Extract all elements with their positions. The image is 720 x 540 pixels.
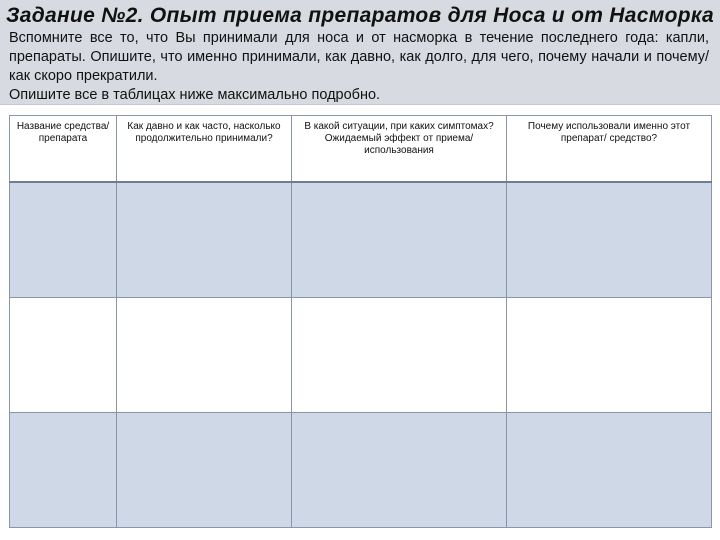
answer-table xyxy=(9,115,712,528)
answer-table-wrapper xyxy=(9,115,711,525)
instructions-paragraph-1: Вспомните все то, что Вы принимали для носа и от насморка в течение последнего года: капли, препараты. Опишите, что именно принимали, как давно, как долго, для чего, почему начали и почему/ как скоро прекратили. xyxy=(9,30,709,84)
table-cell-reason-choice[interactable] xyxy=(507,182,712,298)
table-row xyxy=(10,182,712,298)
table-cell-duration-frequency[interactable] xyxy=(117,298,292,413)
instructions xyxy=(9,29,709,105)
table-cell-reason-choice[interactable] xyxy=(507,413,712,528)
table-cell-reason-choice[interactable] xyxy=(507,298,712,413)
table-cell-situation-symptoms[interactable] xyxy=(292,182,507,298)
table-cell-medication-name[interactable] xyxy=(10,413,117,528)
table-row xyxy=(10,413,712,528)
table-cell-situation-symptoms[interactable] xyxy=(292,298,507,413)
header-situation-symptoms: В какой ситуации, при каких симптомах? Ожидаемый эффект от приема/использования xyxy=(292,116,507,183)
table-row xyxy=(10,298,712,413)
header-band xyxy=(0,0,720,105)
instructions-paragraph-2: Опишите все в таблицах ниже максимально подробно. xyxy=(9,87,381,103)
page-title: Задание №2. Опыт приема препаратов для Носа и от Насморка xyxy=(6,4,714,27)
table-cell-duration-frequency[interactable] xyxy=(117,182,292,298)
header-reason-choice: Почему использовали именно этот препарат/ средство? xyxy=(507,116,712,183)
header-medication-name: Название средства/ препарата xyxy=(10,116,117,183)
table-cell-medication-name[interactable] xyxy=(10,182,117,298)
table-cell-situation-symptoms[interactable] xyxy=(292,413,507,528)
header-duration-frequency: Как давно и как часто, насколько продолжительно принимали? xyxy=(117,116,292,183)
table-cell-medication-name[interactable] xyxy=(10,298,117,413)
table-cell-duration-frequency[interactable] xyxy=(117,413,292,528)
header-row xyxy=(10,116,712,183)
